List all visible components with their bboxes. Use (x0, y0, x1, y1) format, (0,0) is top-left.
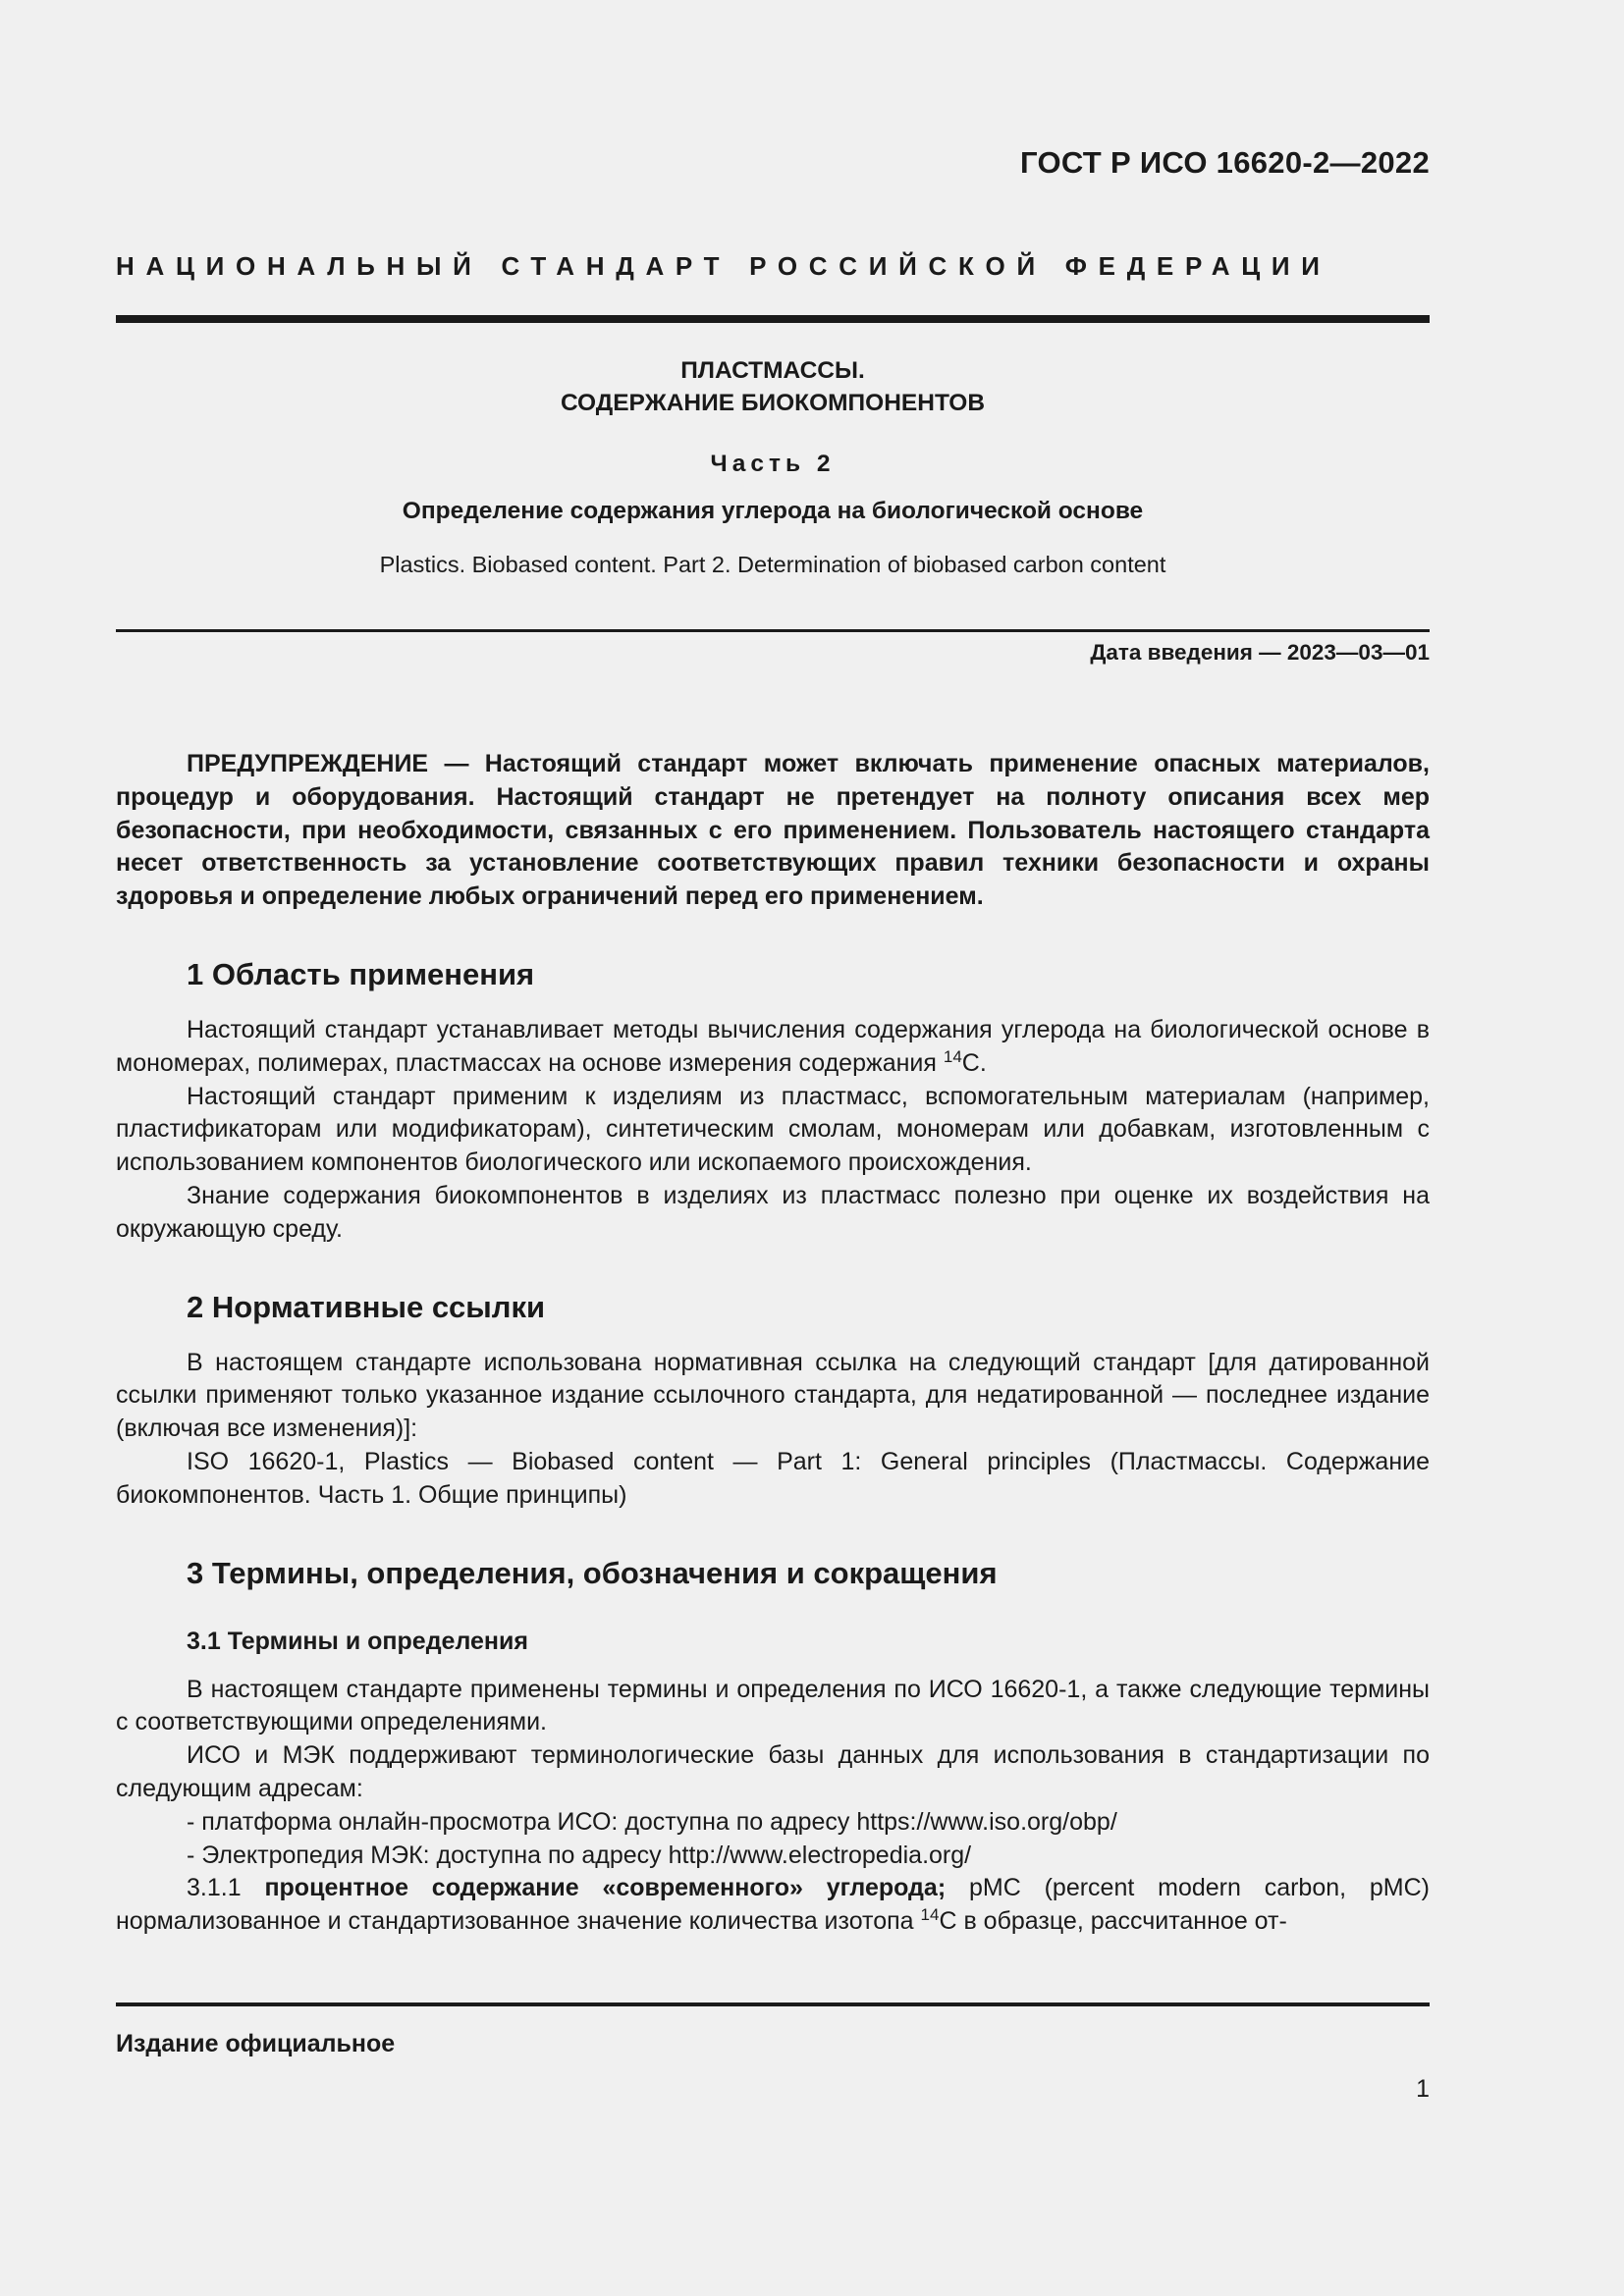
section-1-heading: 1 Область применения (187, 956, 535, 991)
section-1-paragraph-1 (116, 1014, 1430, 1081)
title-line-1: ПЛАСТМАССЫ. (680, 357, 865, 384)
warning-paragraph: ПРЕДУПРЕЖДЕНИЕ — Настоящий стандарт может включать применение опасных материалов, процедур и оборудования. Настоящий стандарт не претендует на полноту описания всех мер безопасности, при необходимости, связанных с его применением. Пользователь настоящего стандарта несет ответственность за установление соответствующих правил техники безопасности и охраны здоровья и определение любых ограничений перед его применением. (116, 750, 1430, 911)
section-2-paragraph-2: ISO 16620-1, Plastics — Biobased content — Part 1: General principles (Пластмассы. Содержание биокомпонентов. Часть 1. Общие принципы) (116, 1447, 1430, 1509)
isotope-superscript: 14 (920, 1905, 940, 1925)
footer-rule (116, 2002, 1430, 2006)
term-definition: pMC (percent modern carbon, pMC) нормализованное и стандартизованное значение количества изотопа (116, 1874, 1431, 1936)
title-block (116, 354, 1430, 580)
national-standard-title: НАЦИОНАЛЬНЫЙ СТАНДАРТ РОССИЙСКОЙ ФЕДЕРАЦИИ (116, 251, 1331, 281)
section-3-paragraph-1: В настоящем стандарте применены термины и определения по ИСО 16620-1, а также следующие термины с соответствующими определениями. (116, 1675, 1430, 1736)
section-1-paragraph-1-end: С. (961, 1048, 987, 1077)
page-number: 1 (1416, 2075, 1430, 2103)
edition-label: Издание официальное (116, 2030, 396, 2057)
term-definition-end: С в образце, рассчитанное от- (939, 1907, 1287, 1936)
list-item: - Электропедия МЭК: доступна по адресу http://www.electropedia.org/ (187, 1841, 972, 1869)
section-1-paragraph-2: Настоящий стандарт применим к изделиям из пластмасс, вспомогательным материалам (например, пластификаторам или модификаторам), синтетическим смолам, мономерам или добавкам, изготовленным с использованием компонентов биологического или ископаемого происхождения. (116, 1082, 1430, 1177)
title-rule (116, 629, 1430, 632)
term-name: процентное содержание «современного» углерода; (264, 1874, 947, 1902)
document-body (116, 748, 1430, 1939)
isotope-superscript: 14 (943, 1046, 962, 1066)
section-3-heading: 3 Термины, определения, обозначения и сокращения (187, 1555, 998, 1590)
title-line-2: СОДЕРЖАНИЕ БИОКОМПОНЕНТОВ (560, 390, 986, 416)
section-1-paragraph-1-text: Настоящий стандарт устанавливает методы вычисления содержания углерода на биологической основе в мономерах, полимерах, пластмассах на основе измерения содержания (116, 1015, 1430, 1077)
part-label: Часть 2 (710, 451, 836, 477)
term-number: 3.1.1 (187, 1874, 242, 1902)
introduction-date: Дата введения — 2023—03—01 (1090, 640, 1430, 665)
list-item: - платформа онлайн-просмотра ИСО: доступна по адресу https://www.iso.org/obp/ (187, 1807, 1117, 1836)
english-title: Plastics. Biobased content. Part 2. Determination of biobased carbon content (379, 552, 1166, 577)
section-3-1-heading: 3.1 Термины и определения (187, 1627, 528, 1655)
term-3-1-1 (116, 1872, 1430, 1939)
header-rule (116, 315, 1430, 323)
section-3-paragraph-2: ИСО и МЭК поддерживают терминологические базы данных для использования в стандартизации по следующим адресам: (116, 1741, 1430, 1802)
section-2-paragraph-1: В настоящем стандарте использована нормативная ссылка на следующий стандарт [для датированной ссылки применяют только указанное издание ссылочного стандарта, для недатированной — последнее издание (включая все изменения)]: (116, 1348, 1430, 1443)
section-1-paragraph-3: Знание содержания биокомпонентов в изделиях из пластмасс полезно при оценке их воздействия на окружающую среду. (116, 1181, 1430, 1243)
section-2-heading: 2 Нормативные ссылки (187, 1289, 546, 1324)
part-title: Определение содержания углерода на биологической основе (402, 498, 1144, 524)
document-number: ГОСТ Р ИСО 16620-2—2022 (1020, 145, 1430, 180)
